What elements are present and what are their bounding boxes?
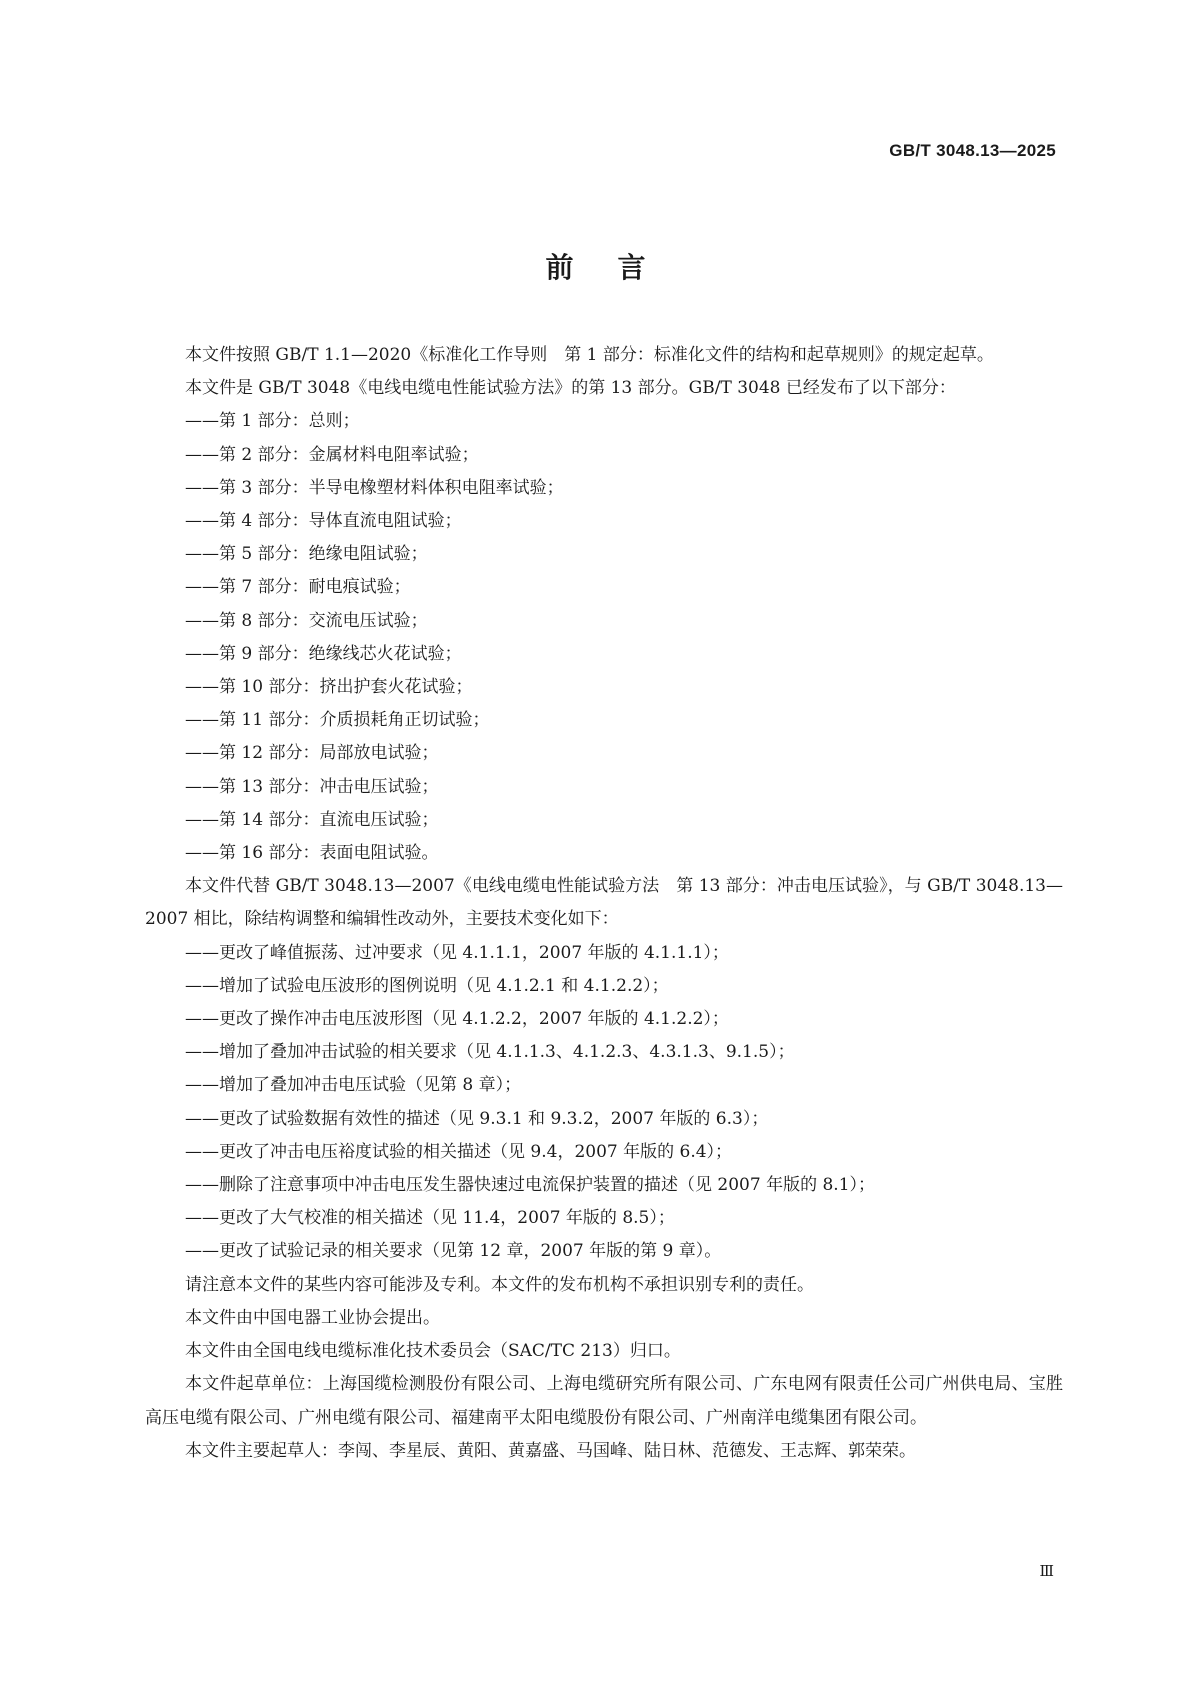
list-item: ——第 10 部分：挤出护套火花试验；: [185, 677, 473, 698]
list-item: ——更改了峰值振荡、过冲要求（见 4.1.1.1，2007 年版的 4.1.1.1）；: [185, 942, 729, 963]
list-item: ——第 9 部分：绝缘线芯火花试验；: [185, 643, 462, 664]
changes-list: [145, 937, 1063, 1269]
page-number: Ⅲ: [1039, 1562, 1054, 1580]
list-item: ——第 1 部分：总则；: [185, 411, 360, 432]
list-item: ——删除了注意事项中冲击电压发生器快速过电流保护装置的描述（见 2007 年版的 8.1）；: [185, 1175, 876, 1196]
list-item: ——增加了叠加冲击试验的相关要求（见 4.1.1.3、4.1.2.3、4.3.1.3、9.1.5）；: [185, 1042, 795, 1063]
list-item: ——第 12 部分：局部放电试验；: [185, 743, 439, 764]
list-item: ——增加了叠加冲击电压试验（见第 8 章）；: [185, 1075, 522, 1096]
parts-list: [145, 405, 1063, 870]
paragraph-patent-notice: 请注意本文件的某些内容可能涉及专利。本文件的发布机构不承担识别专利的责任。: [185, 1274, 814, 1295]
list-item: ——第 14 部分：直流电压试验；: [185, 809, 439, 830]
document-code: GB/T 3048.13—2025: [889, 141, 1056, 160]
paragraph-committee: 本文件由全国电线电缆标准化技术委员会（SAC/TC 213）归口。: [185, 1341, 681, 1362]
list-item: ——第 4 部分：导体直流电阻试验；: [185, 511, 462, 532]
list-item: ——更改了大气校准的相关描述（见 11.4，2007 年版的 8.5）；: [185, 1208, 675, 1229]
paragraph-series-parts: 本文件是 GB/T 3048《电线电缆电性能试验方法》的第 13 部分。GB/T 3048 已经发布了以下部分：: [185, 378, 956, 399]
list-item: ——增加了试验电压波形的图例说明（见 4.1.2.1 和 4.1.2.2）；: [185, 975, 669, 996]
list-item: ——更改了试验数据有效性的描述（见 9.3.1 和 9.3.2，2007 年版的 6.3）；: [185, 1108, 769, 1129]
list-item: ——第 16 部分：表面电阻试验。: [185, 843, 439, 864]
list-item: ——第 8 部分：交流电压试验；: [185, 610, 428, 631]
list-item: ——第 2 部分：金属材料电阻率试验；: [185, 444, 479, 465]
page-title: 前言: [545, 251, 690, 284]
list-item: ——第 11 部分：介质损耗角正切试验；: [185, 710, 490, 731]
list-item: ——第 5 部分：绝缘电阻试验；: [185, 544, 428, 565]
list-item: ——更改了试验记录的相关要求（见第 12 章，2007 年版的第 9 章）。: [185, 1241, 722, 1262]
paragraph-drafting-basis: 本文件按照 GB/T 1.1—2020《标准化工作导则 第 1 部分：标准化文件的结构和起草规则》的规定起草。: [185, 345, 994, 365]
foreword-body: [145, 339, 1063, 1468]
list-item: ——更改了冲击电压裕度试验的相关描述（见 9.4，2007 年版的 6.4）；: [185, 1141, 733, 1162]
list-item: ——第 3 部分：半导电橡塑材料体积电阻率试验；: [185, 477, 564, 498]
list-item: ——第 13 部分：冲击电压试验；: [185, 776, 439, 797]
list-item: ——更改了操作冲击电压波形图（见 4.1.2.2，2007 年版的 4.1.2.2）；: [185, 1009, 729, 1030]
paragraph-proposer: 本文件由中国电器工业协会提出。: [185, 1307, 440, 1328]
paragraph-drafters: 本文件主要起草人：李闯、李星辰、黄阳、黄嘉盛、马国峰、陆日林、范德发、王志辉、郭荣荣。: [185, 1440, 916, 1461]
paragraph-replacement: 本文件代替 GB/T 3048.13—2007《电线电缆电性能试验方法 第 13 部分：冲击电压试验》，与 GB/T 3048.13—2007 相比，除结构调整和编辑性改动外，主要技术变化如下：: [145, 876, 1063, 930]
list-item: ——第 7 部分：耐电痕试验；: [185, 577, 411, 598]
paragraph-drafting-units: 本文件起草单位：上海国缆检测股份有限公司、上海电缆研究所有限公司、广东电网有限责任公司广州供电局、宝胜高压电缆有限公司、广州电缆有限公司、福建南平太阳电缆股份有限公司、广州南洋电缆集团有限公司。: [145, 1374, 1063, 1428]
